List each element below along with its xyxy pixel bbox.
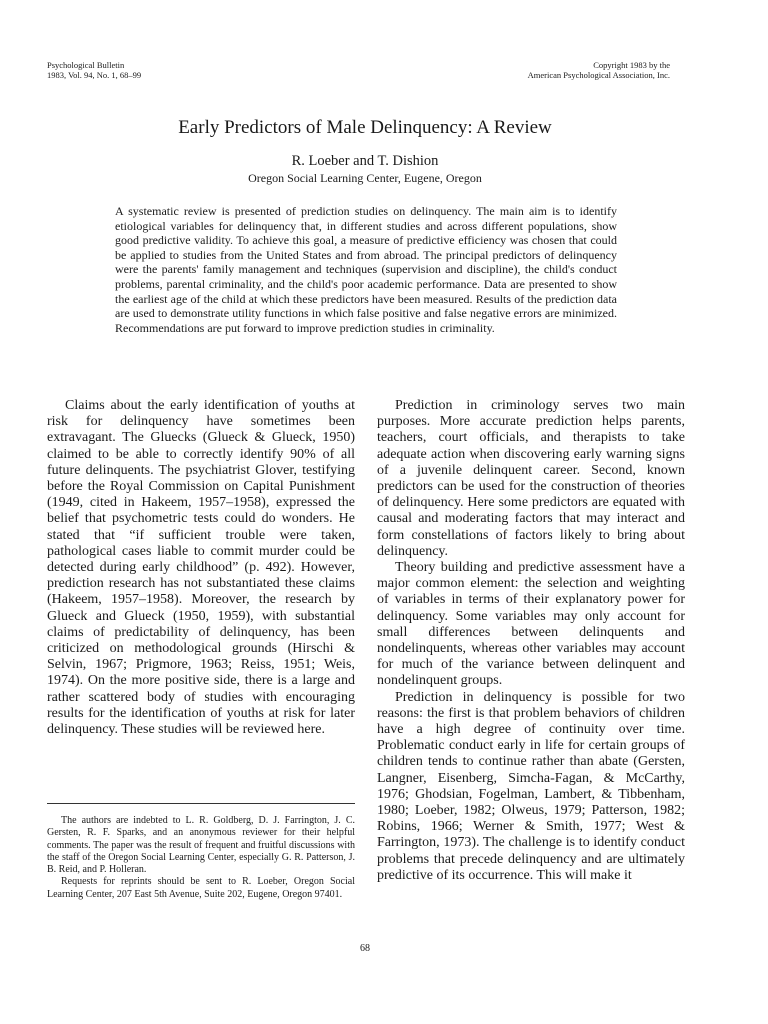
footnote-reprints: Requests for reprints should be sent to R. Loeber, Oregon Social Learning Center, 207 East 5th Avenue, Suite 202, Eugene, Oregon 97401. xyxy=(47,876,355,900)
journal-name: Psychological Bulletin xyxy=(47,60,125,70)
copyright-notice xyxy=(528,61,670,80)
copyright-line-1: Copyright 1983 by the xyxy=(593,60,670,70)
body-column-left xyxy=(47,398,355,738)
affiliation: Oregon Social Learning Center, Eugene, Oregon xyxy=(248,171,482,185)
body-paragraph: Prediction in delinquency is possible for two reasons: the first is that problem behaviors of children have a high degree of continuity over time. Problematic conduct early in life for certain groups of children tends to continue rather than abate (Gersten, Langner, Eisenberg, Simcha-Fagan, & McCarthy, 1976; Ghodsian, Fogelman, Lambert, & Tibbenham, 1980; Loeber, 1982; Olweus, 1979; Patterson, 1982; Robins, 1966; Werner & Smith, 1977; West & Farrington, 1973). The challenge is to identify conduct problems that precede delinquency and are ultimately predictive of its occurrence. This will make it xyxy=(377,689,685,883)
paper-title: Early Predictors of Male Delinquency: A Review xyxy=(178,117,552,138)
copyright-line-2: American Psychological Association, Inc. xyxy=(527,69,670,80)
abstract: A systematic review is presented of prediction studies on delinquency. The main aim is to identify etiological variables for delinquency that, in different studies and across different populations, show good predictive validity. To achieve this goal, a measure of predictive efficiency was chosen that could be applied to studies from the United States and from abroad. The principal predictors of delinquency were the parents' family management and techniques (supervision and discipline), the child's conduct problems, parental criminality, and the child's poor academic performance. Data are presented to show the earliest age of the child at which these predictors have been measured. Results of the prediction data are used to demonstrate utility functions in which false positive and false negative errors are minimized. Recommendations are put forward to improve prediction studies in criminality. xyxy=(115,204,617,335)
body-paragraph: Prediction in criminology serves two main purposes. More accurate prediction helps parents, teachers, court officials, and therapists to take adequate action when discovering early warning signs of a juvenile delinquent career. Second, known predictors can be used for the construction of theories of delinquency. Here some predictors are equated with causal and moderating factors that may interact and form constellations of factors likely to bring about delinquency. xyxy=(377,398,685,559)
authors: R. Loeber and T. Dishion xyxy=(291,153,439,169)
footnote-acknowledgment: The authors are indebted to L. R. Goldberg, D. J. Farrington, J. C. Gersten, R. F. Sparks, and an anonymous reviewer for their helpful comments. The paper was the result of frequent and fruitful discussions with the staff of the Oregon Social Learning Center, especially G. R. Patterson, J. B. Reid, and P. Holleran. xyxy=(47,815,355,876)
body-paragraph: Claims about the early identification of youths at risk for delinquency have sometimes been extravagant. The Gluecks (Glueck & Glueck, 1950) claimed to be able to correctly identify 90% of all future delinquents. The psychiatrist Glover, testifying before the Royal Commission on Capital Punishment (1949, cited in Hakeem, 1957–1958), expressed the belief that psychometric tests could do wonders. He stated that “if sufficient trouble were taken, pathological cases liable to commit murder could be detected during early childhood” (p. 492). However, prediction research has not substantiated these claims (Hakeem, 1957–1958). Moreover, the research by Glueck and Glueck (1950, 1959), with substantial claims of predictability of delinquency, has been criticized on methodological grounds (Hirschi & Selvin, 1967; Prigmore, 1963; Reiss, 1951; Weis, 1974). On the more positive side, there is a large and rather scattered body of studies with encouraging results for the identification of youths at risk for later delinquency. These studies will be reviewed here. xyxy=(47,398,355,738)
page-number: 68 xyxy=(360,943,370,954)
body-column-right xyxy=(377,398,685,884)
footnotes xyxy=(47,815,355,901)
footnote-divider xyxy=(47,803,355,804)
journal-citation xyxy=(47,61,141,80)
journal-volume: 1983, Vol. 94, No. 1, 68–99 xyxy=(47,69,142,80)
body-paragraph: Theory building and predictive assessment have a major common element: the selection and weighting of variables in terms of their explanatory power for delinquency. Some variables may only account for small differences between delinquents and nondelinquents, whereas other variables may account for much of the variance between delinquent and nondelinquent groups. xyxy=(377,560,685,689)
